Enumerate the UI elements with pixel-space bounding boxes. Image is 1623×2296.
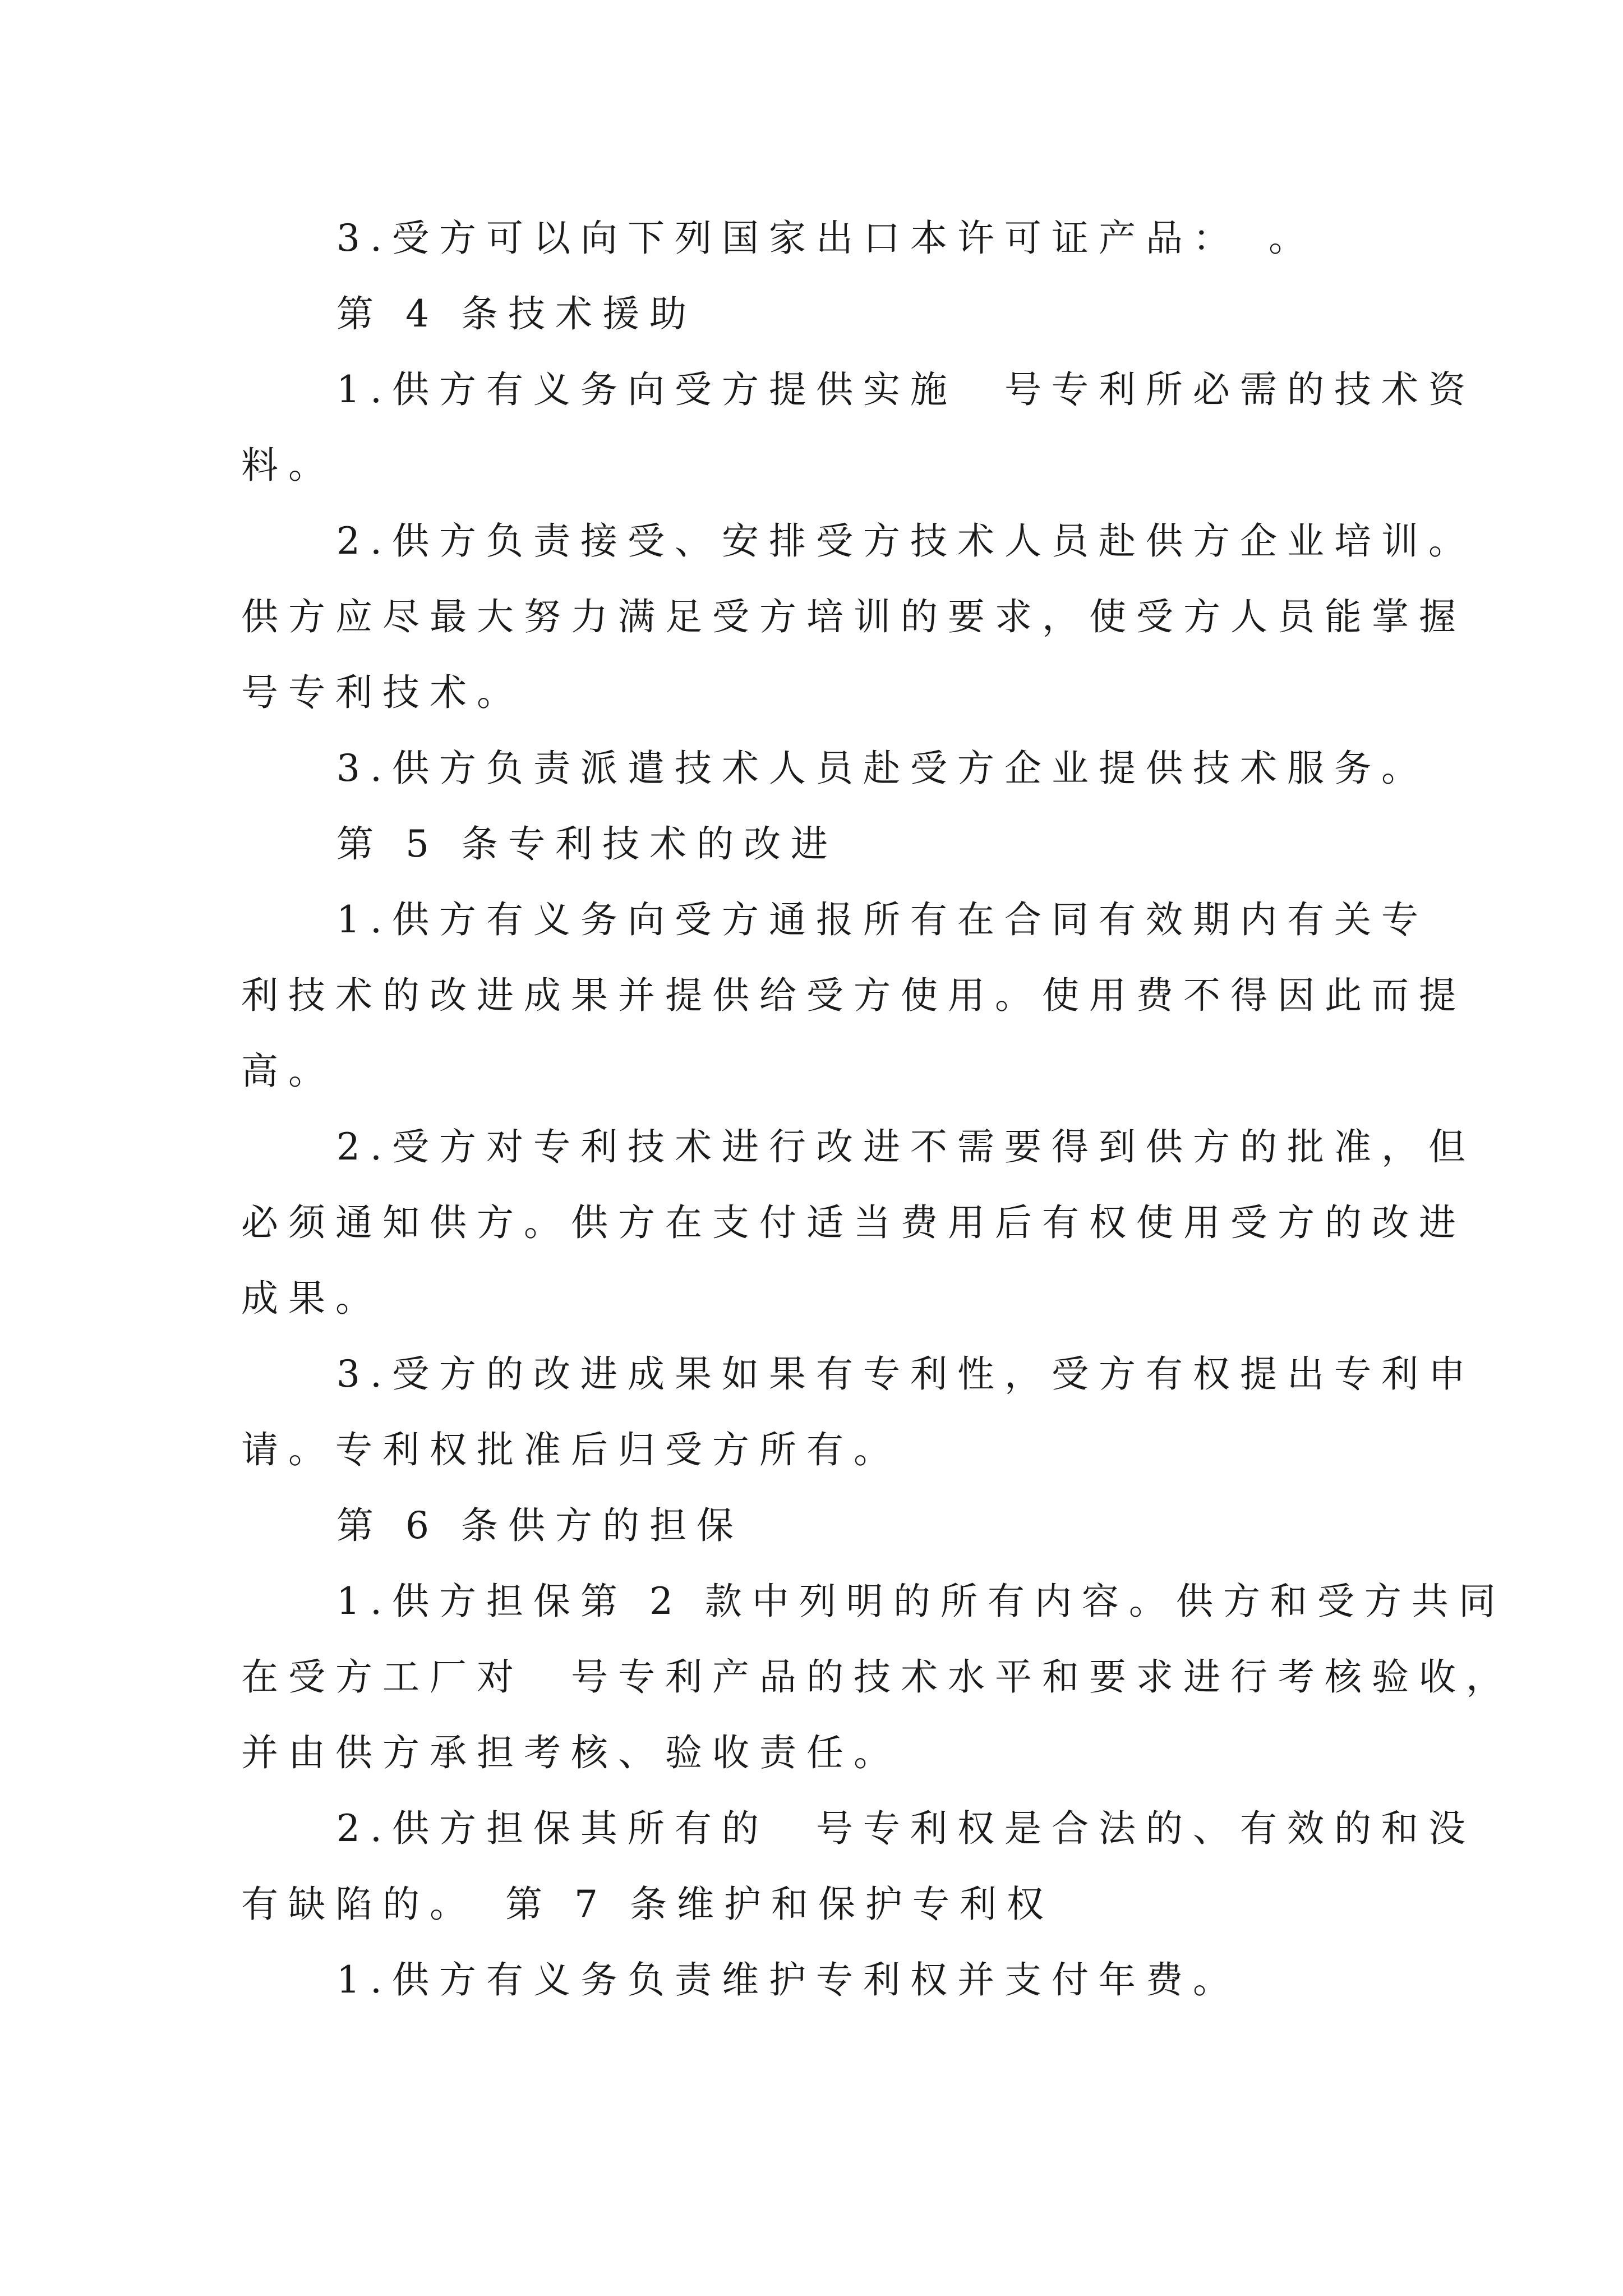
paragraph-line: 2.受方对专利技术进行改进不需要得到供方的批准，但 — [336, 1125, 1476, 1168]
paragraph-line: 并由供方承担考核、验收责任。 — [241, 1731, 901, 1774]
paragraph-line: 2.供方负责接受、安排受方技术人员赴供方企业培训。 — [336, 519, 1476, 563]
paragraph-line: 1.供方有义务负责维护专利权并支付年费。 — [336, 1958, 1240, 2001]
paragraph-line: 2.供方担保其所有的 号专利权是合法的、有效的和没 — [336, 1807, 1476, 1850]
section-heading: 第 5 条专利技术的改进 — [336, 822, 838, 866]
paragraph-line: 1.供方担保第 2 款中列明的所有内容。供方和受方共同 — [336, 1580, 1506, 1623]
paragraph-line: 请。专利权批准后归受方所有。 — [241, 1428, 901, 1471]
section-heading: 第 4 条技术援助 — [336, 292, 697, 335]
paragraph-line: 3.受方可以向下列国家出口本许可证产品： 。 — [336, 217, 1316, 260]
paragraph-line: 供方应尽最大努力满足受方培训的要求，使受方人员能掌握 — [241, 595, 1466, 638]
paragraph-line: 1.供方有义务向受方通报所有在合同有效期内有关专 — [336, 898, 1428, 941]
paragraph-line: 高。 — [241, 1050, 335, 1093]
paragraph-line: 在受方工厂对 号专利产品的技术水平和要求进行考核验收， — [241, 1655, 1513, 1699]
paragraph-line: 3.受方的改进成果如果有专利性，受方有权提出专利申 — [336, 1352, 1476, 1396]
paragraph-line: 有缺陷的。 第 7 条维护和保护专利权 — [241, 1883, 1054, 1926]
paragraph-line: 3.供方负责派遣技术人员赴受方企业提供技术服务。 — [336, 747, 1428, 790]
paragraph-line: 料。 — [241, 444, 335, 487]
section-heading: 第 6 条供方的担保 — [336, 1504, 744, 1547]
paragraph-line: 1.供方有义务向受方提供实施 号专利所必需的技术资 — [336, 368, 1476, 411]
paragraph-line: 利技术的改进成果并提供给受方使用。使用费不得因此而提 — [241, 974, 1466, 1017]
paragraph-line: 必须通知供方。供方在支付适当费用后有权使用受方的改进 — [241, 1201, 1466, 1244]
paragraph-line: 成果。 — [241, 1277, 382, 1320]
paragraph-line: 号专利技术。 — [241, 671, 524, 714]
